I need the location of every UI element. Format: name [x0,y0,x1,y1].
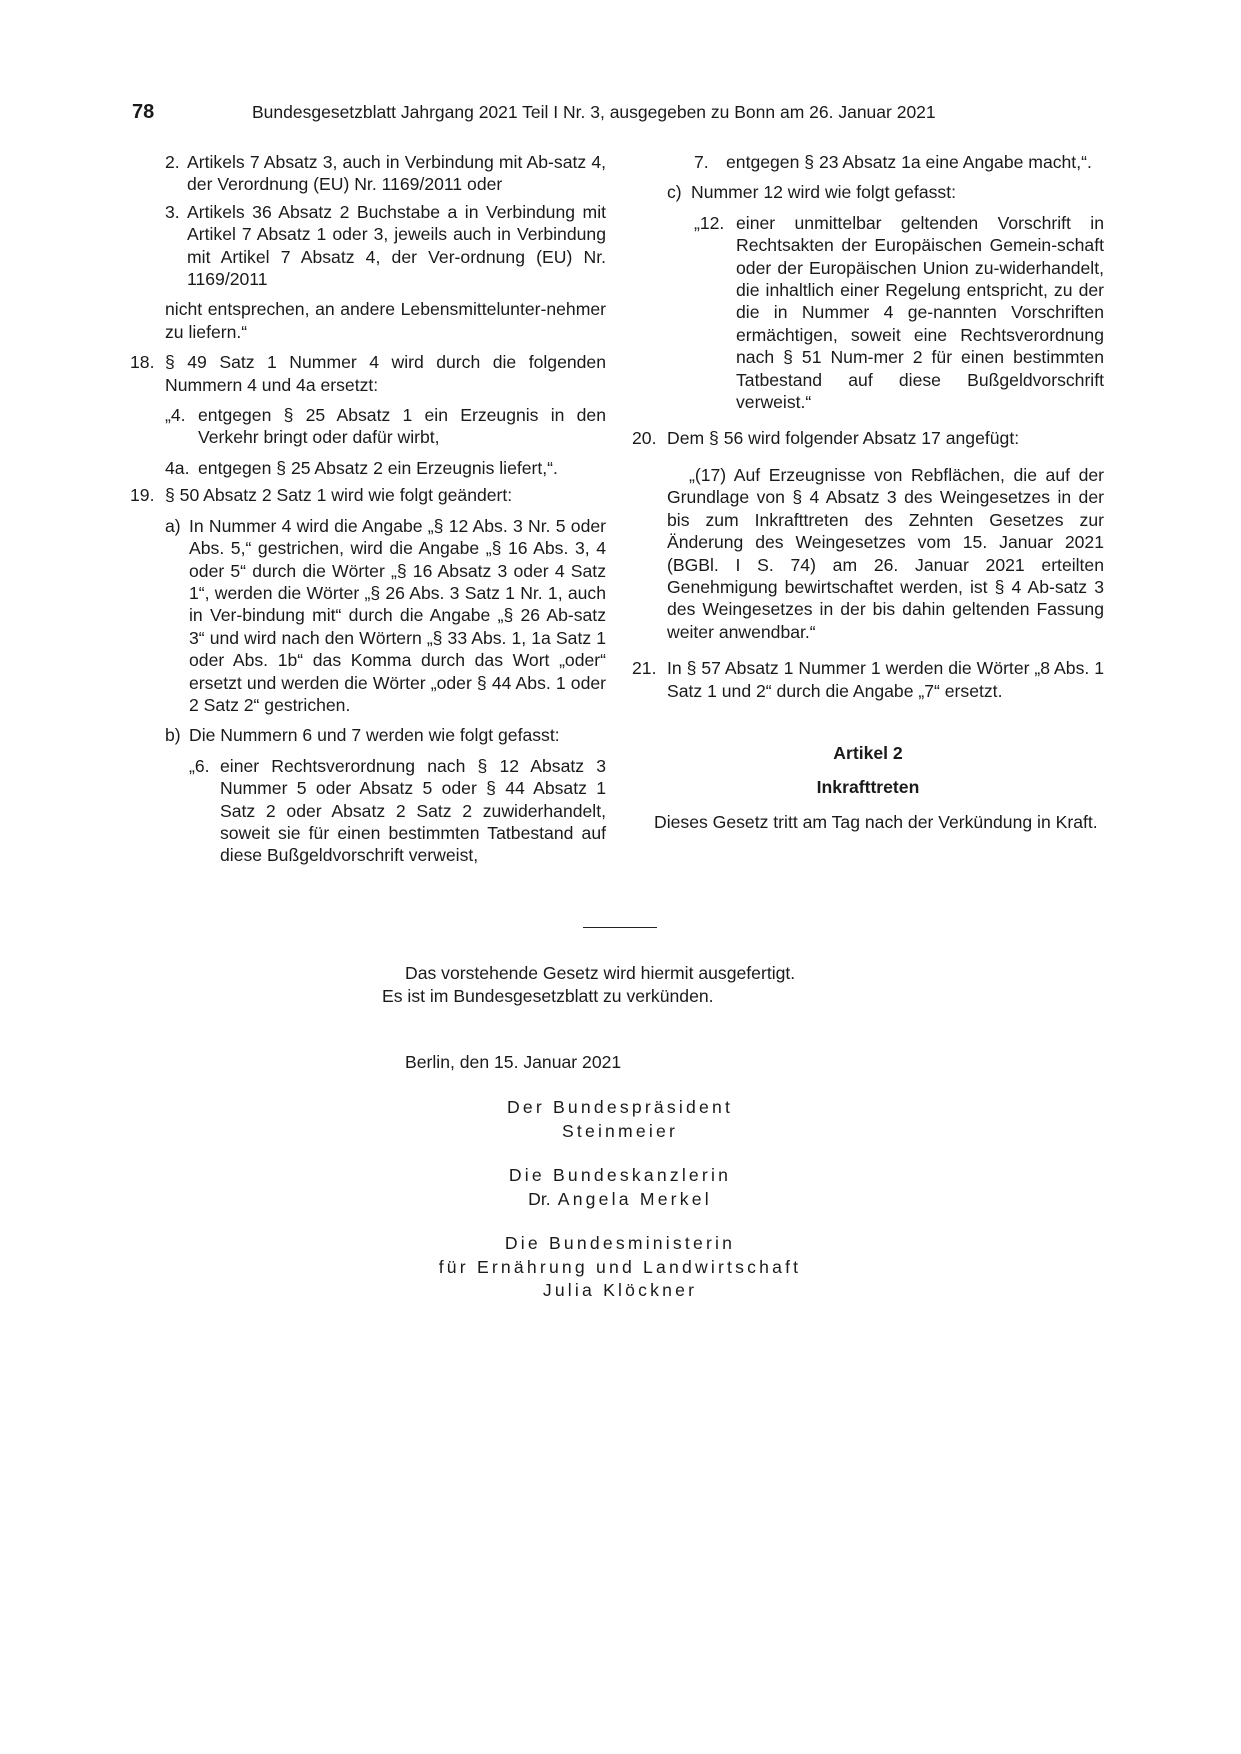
list-item-18-4 [130,404,606,449]
item-number: a) [165,515,181,536]
page-number: 78 [132,101,155,123]
item-text: Nummer 12 wird wie folgt gefasst: [691,182,956,203]
list-item-19 [130,484,606,506]
item-text: Die Nummern 6 und 7 werden wie folgt gefasst: [189,725,560,746]
item-number: 21. [632,658,657,679]
item-text: einer Rechtsverordnung nach § 12 Absatz 3 Nummer 5 oder Absatz 5 oder § 44 Absatz 1 Satz 2 oder Absatz 2 Satz 2 zuwiderhandelt, soweit sie für einen bestimmten Tatbestand auf diese Bußgeldvorschrift verweist, [220,755,606,866]
item-number: 2. [165,152,180,172]
list-item-19-b-6 [130,755,606,867]
item-number: 4a. [165,457,190,478]
item-text: § 50 Absatz 2 Satz 1 wird wie folgt geändert: [165,485,513,506]
list-item-21 [632,657,1104,702]
item-text: In § 57 Absatz 1 Nummer 1 werden die Wörter „8 Abs. 1 Satz 1 und 2“ durch die Angabe „7“ ersetzt. [667,658,1104,701]
list-item-19-b [130,724,606,746]
place-date: Berlin, den 15. Januar 2021 [405,1052,622,1072]
item-text: entgegen § 25 Absatz 2 ein Erzeugnis liefert,“. [198,457,558,478]
signatory-name: Angela Merkel [557,1188,712,1209]
article-text: Dieses Gesetz tritt am Tag nach der Verkündung in Kraft. [654,811,1098,832]
item-number: 3. [165,201,180,222]
item-number: 18. [130,352,155,373]
item-text: In Nummer 4 wird die Angabe „§ 12 Abs. 3 Nr. 5 oder Abs. 5,“ gestrichen, wird die Angabe „§ 16 Abs. 3, 4 oder 5“ durch die Wörter „§ 16 Absatz 3 oder 4 Satz 1“, werden die Wörter „§ 26 Abs. 3 Satz 1 Nr. 1, auch in Ver-bindung mit“ durch die Angabe „§ 26 Ab-satz 3“ und wird nach den Wörtern „§ 33 Abs. 1, 1a Satz 1 oder Abs. 1b“ das Komma durch das Wort „oder“ ersetzt und werden die Wörter „oder § 44 Abs. 1 oder 2 Satz 2“ gestrichen. [189,515,606,715]
item-text: Artikels 36 Absatz 2 Buchstabe a in Verbindung mit Artikel 7 Absatz 1 oder 3, jeweils auch in Verbindung mit Artikel 7 Absatz 4, der Ver-ordnung (EU) Nr. 1169/2011 [187,201,606,290]
running-header: Bundesgesetzblatt Jahrgang 2021 Teil I Nr. 3, ausgegeben zu Bonn am 26. Januar 2021 [252,102,936,122]
article-subheading: Inkrafttreten [816,777,920,798]
item-number: „12. [694,212,725,233]
separator-rule [583,927,657,928]
item-text: entgegen § 25 Absatz 1 ein Erzeugnis in den Verkehr bringt oder dafür wirbt, [198,405,606,448]
item-text: Artikels 7 Absatz 3, auch in Verbindung mit Ab-satz 4, der Verordnung (EU) Nr. 1169/2011 oder [187,152,606,195]
list-item-20 [632,427,1104,449]
article-heading: Artikel 2 [833,742,903,763]
list-item-3 [130,201,606,291]
signatory-role: Die Bundeskanzlerin [508,1165,732,1185]
closing-paragraph: nicht entsprechen, an andere Lebensmittelunter-nehmer zu liefern.“ [165,299,606,342]
item-number: c) [667,182,682,203]
list-item-c [632,181,1104,203]
item-text: entgegen § 23 Absatz 1a eine Angabe macht,“. [726,152,1092,172]
signatory-name-line [390,1188,850,1212]
signatory-role: Der Bundespräsident [506,1097,734,1117]
list-item-18 [130,351,606,396]
item-number: 20. [632,428,657,449]
item-number: „6. [189,755,210,776]
signatory-role: Die Bundesministerin [504,1233,736,1253]
item-text: Dem § 56 wird folgender Absatz 17 angefügt: [667,428,1020,449]
signatory-name: Steinmeier [561,1120,679,1141]
item-number: 7. [694,152,709,172]
list-item-19-a [130,515,606,717]
signatory-role-department: für Ernährung und Landwirtschaft [438,1256,802,1277]
item-text: § 49 Satz 1 Nummer 4 wird durch die folgenden Nummern 4 und 4a ersetzt: [165,352,606,395]
item-number: 19. [130,485,155,506]
item-number: b) [165,725,181,746]
item-text: einer unmittelbar geltenden Vorschrift in Rechtsakten der Europäischen Gemein-schaft oder der Europäischen Union zu-widerhandelt, die inhaltlich einer Regelung entspricht, zu der die in Nummer 4 ge-nannten Vorschriften ermächtigen, soweit eine Rechtsverordnung nach § 51 Num-mer 2 für einen bestimmten Tatbestand auf diese Bußgeldvorschrift verweist.“ [736,212,1104,413]
list-item-7 [632,151,1104,173]
signatory-chancellor [390,1164,850,1211]
signatory-name: Julia Klöckner [542,1280,698,1300]
amendment-quote: „(17) Auf Erzeugnisse von Rebflächen, die auf der Grundlage von § 4 Absatz 3 des Weingesetzes in der bis zum Inkrafttreten des Zehnten Gesetzes zur Änderung des Weingesetzes vom 15. Januar 2021 (BGBl. I S. 74) am 26. Januar 2021 erteilten Genehmigung bewirtschaftet werden, ist § 4 Ab-satz 3 des Weingesetzes in der bis dahin geltenden Fassung weiter anwendbar.“ [667,464,1104,642]
signatory-title: Dr. [528,1188,551,1209]
signatory-minister [390,1232,850,1303]
list-item-18-4a [130,457,606,479]
enactment-line-2: Es ist im Bundesgesetzblatt zu verkünden. [382,986,714,1006]
list-item-c-12 [632,212,1104,414]
left-column [130,151,606,867]
right-column [632,151,1104,833]
list-item-2 [130,151,606,196]
signatory-president [390,1096,850,1143]
item-number: „4. [165,405,186,426]
enactment-line-1: Das vorstehende Gesetz wird hiermit ausgefertigt. [405,963,796,983]
